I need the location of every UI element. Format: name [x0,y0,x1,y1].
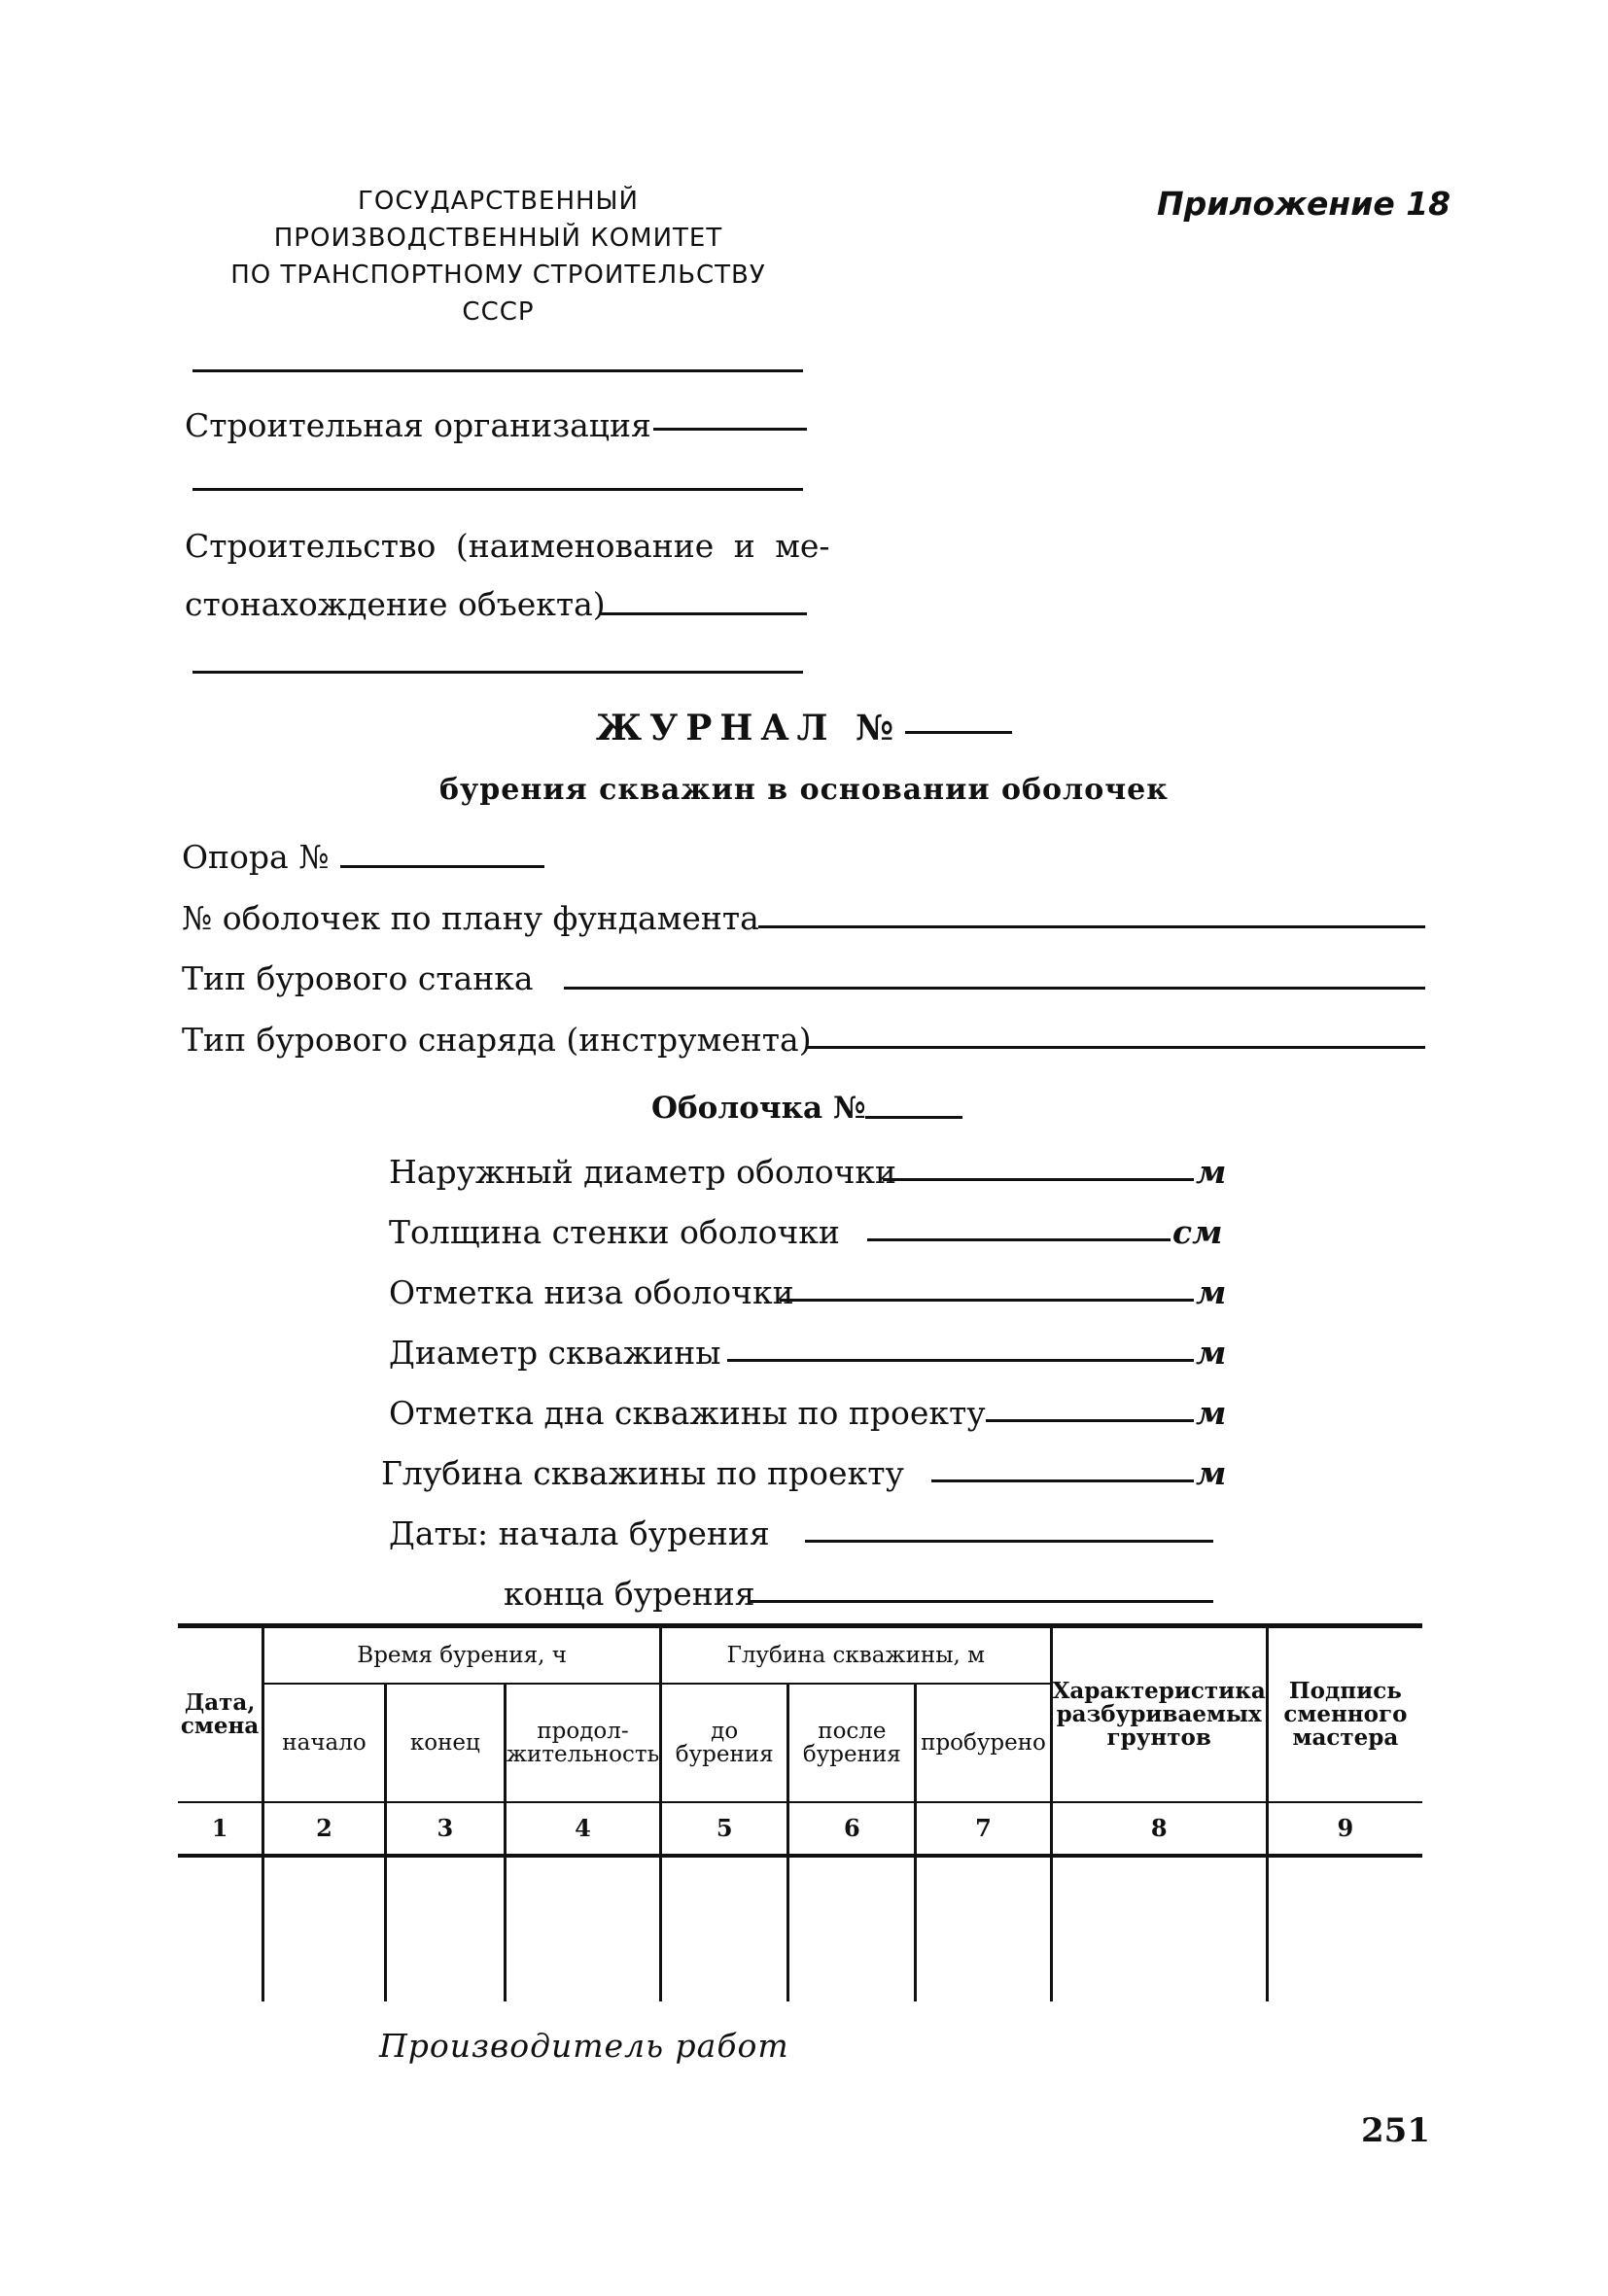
bottom-mark-unit: м [1196,1273,1227,1311]
col-duration-header: продол-жительность [505,1684,660,1802]
well-diameter-label: Диаметр скважины [389,1334,721,1372]
dates-start-fill-line[interactable] [805,1540,1213,1543]
rig-type-label: Тип бурового станка [182,959,534,997]
col-signature-header: Подпись сменного мастера [1267,1628,1422,1802]
outer-diameter-unit: м [1196,1153,1227,1191]
dates-start-label: Даты: начала бурения [389,1514,770,1552]
page-number: 251 [1361,2111,1430,2150]
org-label: Строительная организация [185,406,651,444]
table-cell[interactable] [178,1856,263,2001]
col-number: 7 [916,1802,1051,1856]
header-rule-3 [192,671,803,674]
journal-subtitle: бурения скважин в основании оболочек [439,773,1169,807]
col-number: 5 [661,1802,788,1856]
wall-thickness-fill-line[interactable] [867,1238,1171,1241]
col-date-header: Дата, смена [180,1689,260,1739]
dates-end-label: конца бурения [504,1575,755,1613]
col-number: 6 [788,1802,916,1856]
col-number: 2 [263,1802,386,1856]
well-bottom-mark-label: Отметка дна скважины по проекту [389,1394,986,1432]
header-line-4: СССР [462,297,535,327]
tool-type-label: Тип бурового снаряда (инструмента) [182,1021,812,1059]
support-label: Опора № [182,838,330,876]
table-cell[interactable] [788,1856,916,2001]
header-rule-1 [192,369,803,372]
wall-thickness-unit: см [1172,1213,1223,1251]
wall-thickness-label: Толщина стенки оболочки [389,1213,840,1251]
support-fill-line[interactable] [340,865,544,868]
table-cell[interactable] [505,1856,660,2001]
rig-type-fill-line[interactable] [564,987,1425,990]
construction-label-1: Строительство (наименование и ме- [185,527,830,565]
shells-plan-fill-line[interactable] [758,925,1425,928]
shell-number-fill-line[interactable] [865,1116,962,1119]
bottom-mark-label: Отметка низа оболочки [389,1273,794,1311]
col-number: 3 [385,1802,505,1856]
well-depth-label: Глубина скважины по проекту [381,1454,904,1492]
table-cell[interactable] [385,1856,505,2001]
construction-label-2: стонахождение объекта) [185,585,606,623]
col-number: 4 [505,1802,660,1856]
shell-title: Оболочка № [651,1091,866,1126]
col-number: 9 [1267,1802,1422,1856]
well-depth-fill-line[interactable] [931,1479,1194,1482]
issuer-header [175,183,821,330]
journal-table [178,1628,1422,2001]
journal-title: ЖУРНАЛ № [0,708,1608,748]
table-cell[interactable] [263,1856,386,2001]
tool-type-fill-line[interactable] [807,1046,1425,1049]
org-fill-line[interactable] [653,428,807,431]
header-rule-2 [192,488,803,491]
dates-end-fill-line[interactable] [751,1600,1213,1603]
col-number: 1 [178,1802,263,1856]
depth-group-header: Глубина скважины, м [661,1628,1051,1684]
bottom-mark-fill-line[interactable] [780,1299,1194,1302]
col-after-header: после бурения [788,1684,916,1802]
construction-fill-line[interactable] [601,612,807,615]
table-cell[interactable] [1267,1856,1422,2001]
col-start-header: начало [263,1684,386,1802]
header-line-3: ПО ТРАНСПОРТНОМУ СТРОИТЕЛЬСТВУ [230,261,766,290]
table-cell[interactable] [1051,1856,1267,2001]
header-line-1: ГОСУДАРСТВЕННЫЙ [358,187,639,216]
col-before-header: до бурения [661,1684,788,1802]
col-end-header: конец [385,1684,505,1802]
well-diameter-fill-line[interactable] [727,1359,1194,1362]
col-drilled-header: пробурено [916,1684,1051,1802]
well-depth-unit: м [1196,1454,1227,1492]
col-number: 8 [1051,1802,1267,1856]
table-cell[interactable] [661,1856,788,2001]
appendix-label: Приложение 18 [1157,185,1451,223]
shells-plan-label: № оболочек по плану фундамента [182,899,759,937]
foreman-signature-label: Производитель работ [379,2027,789,2065]
outer-diameter-fill-line[interactable] [883,1178,1194,1181]
well-bottom-mark-unit: м [1196,1394,1227,1432]
header-line-2: ПРОИЗВОДСТВЕННЫЙ КОМИТЕТ [273,224,723,253]
time-group-header: Время бурения, ч [263,1628,661,1684]
outer-diameter-label: Наружный диаметр оболочки [389,1153,897,1191]
well-bottom-mark-fill-line[interactable] [986,1419,1194,1422]
table-cell[interactable] [916,1856,1051,2001]
col-soil-header: Характеристика разбуриваемых грунтов [1051,1628,1267,1802]
well-diameter-unit: м [1196,1334,1227,1372]
